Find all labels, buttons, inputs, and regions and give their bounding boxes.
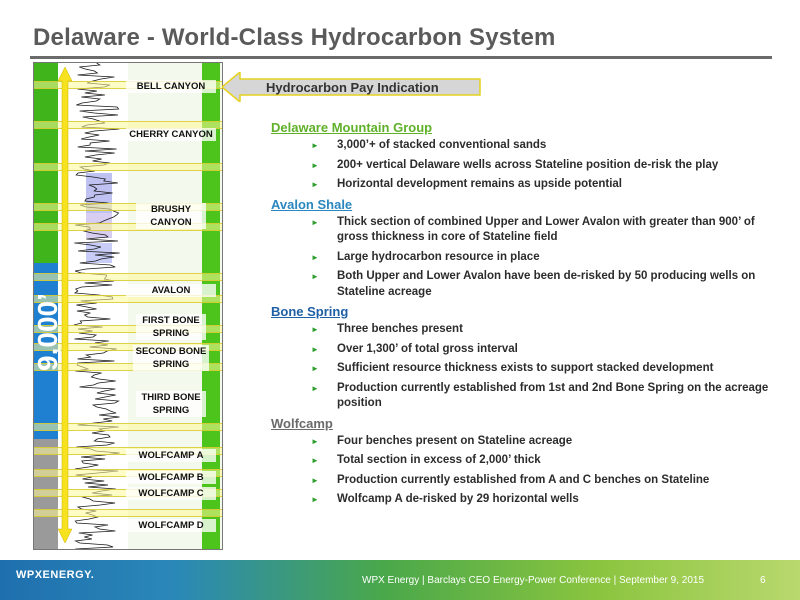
bullet-item: ► Three benches present	[311, 322, 776, 338]
bullet-item: ► Both Upper and Lower Avalon have been de-risked by 50 producing wells on Stateline acreage	[311, 270, 756, 298]
bullet-arrow-icon: ►	[311, 180, 319, 189]
formation-label-wolfcamp-c: WOLFCAMP C	[126, 487, 216, 500]
bullet-list	[311, 215, 776, 301]
bullet-item: ► Production currently established from A and C benches on Stateline	[311, 473, 776, 489]
section-avalon	[271, 197, 776, 301]
section-delaware	[271, 120, 776, 193]
bullet-item: ► Production currently established from 1st and 2nd Bone Spring on the acreage position	[311, 381, 769, 409]
formation-label-cherry-canyon: CHERRY CANYON	[126, 128, 216, 141]
content-column	[271, 116, 776, 512]
section-title: Avalon Shale	[271, 196, 353, 212]
formation-label-wolfcamp-d: WOLFCAMP D	[126, 519, 216, 532]
section-title: Delaware Mountain Group	[271, 120, 433, 135]
bullet-item: ► Large hydrocarbon resource in place	[311, 250, 776, 266]
slide-title: Delaware - World-Class Hydrocarbon System	[33, 24, 556, 51]
thickness-label	[28, 290, 68, 370]
section-bone-spring	[271, 304, 776, 412]
bullet-item: ► Total section in excess of 2,000’ thick	[311, 453, 776, 469]
bullet-arrow-icon: ►	[311, 160, 319, 170]
bullet-arrow-icon: ►	[311, 272, 319, 281]
section-title: Bone Spring	[271, 304, 349, 319]
bullet-arrow-icon: ►	[311, 364, 319, 373]
formation-label-bell-canyon: BELL CANYON	[126, 80, 216, 93]
thickness-value: 9,000’	[32, 293, 63, 371]
footer-bar	[0, 560, 800, 600]
bullet-item: ► 3,000’+ of stacked conventional sands	[311, 138, 776, 154]
bullet-arrow-icon: ►	[311, 495, 319, 504]
formation-label-wolfcamp-b: WOLFCAMP B	[126, 471, 216, 484]
bullet-item: ► Over 1,300’ of total gross interval	[311, 342, 776, 358]
bullet-arrow-icon: ►	[311, 325, 319, 334]
bullet-arrow-icon: ►	[311, 475, 319, 485]
bullet-item: ► Horizontal development remains as upside potential	[311, 177, 776, 193]
bullet-arrow-icon: ►	[311, 344, 319, 354]
wpx-energy-logo: WPXENERGY.	[16, 569, 95, 581]
bullet-arrow-icon: ►	[311, 456, 319, 465]
bullet-list	[311, 434, 776, 508]
bullet-arrow-icon: ►	[311, 383, 319, 393]
section-title: Wolfcamp	[271, 415, 333, 431]
callout-label: Hydrocarbon Pay Indication	[266, 80, 439, 95]
formation-label-second-bone-spring: SECOND BONE SPRING	[133, 345, 209, 371]
bullet-item: ► 200+ vertical Delaware wells across Stateline position de-risk the play	[311, 158, 776, 174]
bullet-arrow-icon: ►	[311, 141, 319, 150]
bullet-item: ► Wolfcamp A de-risked by 29 horizontal wells	[311, 492, 776, 508]
bullet-item: ► Thick section of combined Upper and Lower Avalon with greater than 900’ of gross thickness in core of Stateline field	[311, 215, 755, 243]
bullet-arrow-icon: ►	[311, 217, 319, 227]
formation-label-third-bone-spring: THIRD BONE SPRING	[136, 391, 206, 417]
bullet-item: ► Sufficient resource thickness exists to support stacked development	[311, 361, 776, 377]
formation-label-brushy-canyon: BRUSHY CANYON	[136, 203, 206, 229]
section-wolfcamp	[271, 416, 776, 508]
footer-text: WPX Energy | Barclays CEO Energy-Power Conference | September 9, 2015	[362, 575, 705, 586]
bullet-arrow-icon: ►	[311, 436, 319, 446]
page-number: 6	[760, 575, 766, 586]
formation-label-wolfcamp-a: WOLFCAMP A	[126, 449, 216, 462]
bullet-item: ► Four benches present on Stateline acreage	[311, 434, 776, 450]
bullet-arrow-icon: ►	[311, 252, 319, 262]
title-divider	[30, 56, 772, 59]
bullet-list	[311, 138, 776, 193]
formation-label-avalon: AVALON	[126, 284, 216, 297]
formation-label-first-bone-spring: FIRST BONE SPRING	[136, 314, 206, 340]
bullet-list	[311, 322, 776, 412]
